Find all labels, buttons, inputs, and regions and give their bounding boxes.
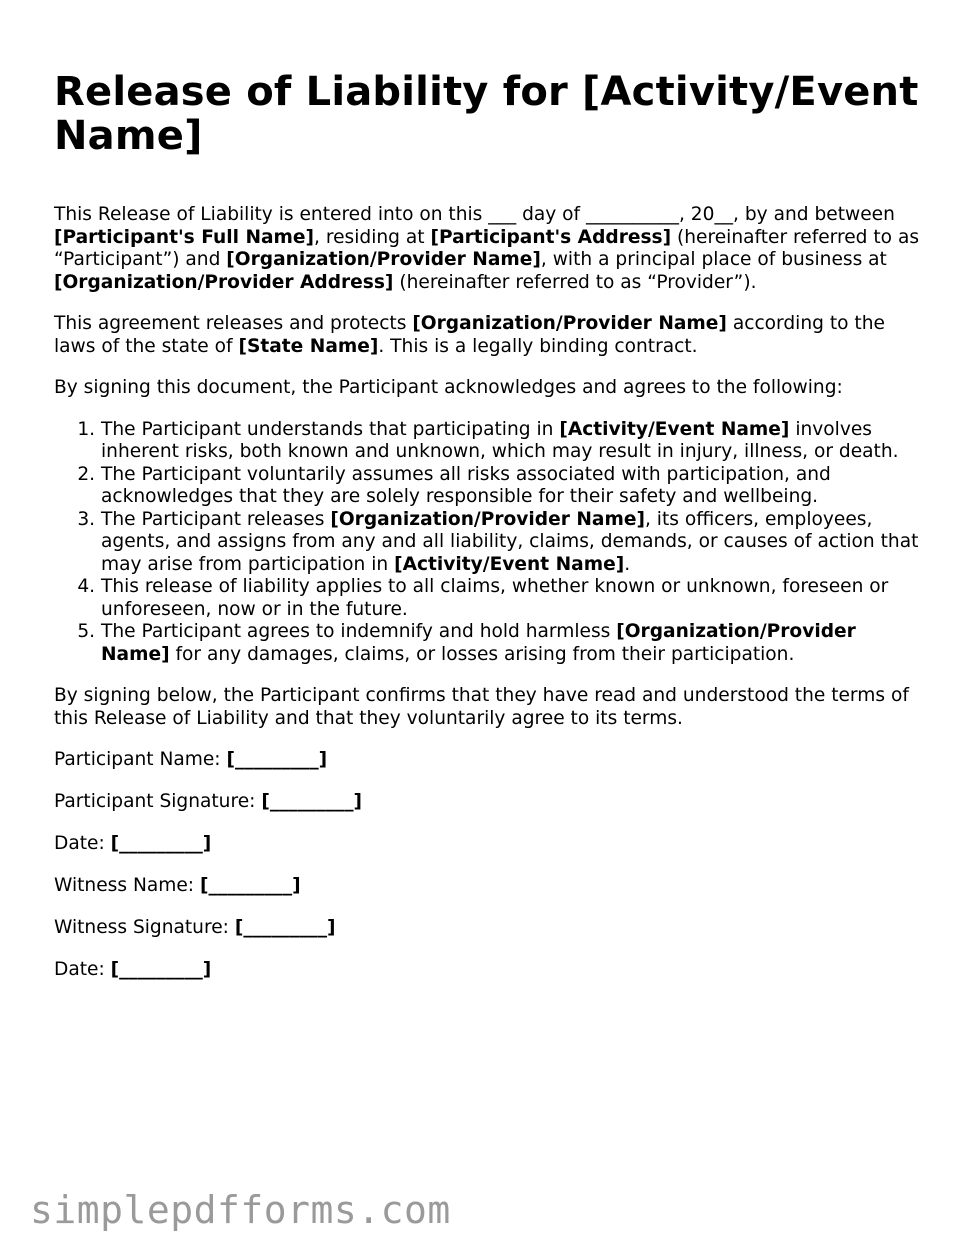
acknowledge-paragraph: By signing this document, the Participant acknowledges and agrees to the following: bbox=[54, 377, 843, 398]
list-item: 2. The Participant voluntarily assumes all risks associated with participation, and acknowledges that they are solely responsible for their safety and wellbeing. bbox=[101, 464, 924, 509]
provider-name-placeholder: [Organization/Provider Name] bbox=[412, 313, 727, 334]
participant-name-placeholder: [Participant's Full Name] bbox=[54, 226, 315, 248]
witness-date-field[interactable]: Date: [_________] bbox=[54, 959, 212, 980]
participant-address-placeholder: [Participant's Address] bbox=[430, 226, 672, 248]
witness-name-field[interactable]: Witness Name: [_________] bbox=[54, 875, 301, 896]
terms-list bbox=[54, 419, 924, 667]
participant-name-field[interactable]: Participant Name: [_________] bbox=[54, 749, 328, 770]
provider-address-placeholder: [Organization/Provider Address] bbox=[54, 271, 394, 293]
watermark: simplepdfforms.com bbox=[30, 1188, 451, 1232]
witness-signature-field[interactable]: Witness Signature: [_________] bbox=[54, 917, 336, 938]
provider-name-placeholder: [Organization/Provider Name] bbox=[226, 249, 541, 270]
agreement-paragraph: This agreement releases and protects [Organization/Provider Name] according to the laws of the state of [State Name]. This is a legally binding contract. bbox=[54, 313, 885, 357]
list-item: 5. The Participant agrees to indemnify and hold harmless [Organization/Provider Name] for any damages, claims, or losses arising from their participation. bbox=[101, 621, 924, 666]
state-name-placeholder: [State Name] bbox=[238, 335, 379, 357]
participant-signature-field[interactable]: Participant Signature: [_________] bbox=[54, 791, 362, 812]
document-title: Release of Liability for [Activity/Event Name] bbox=[54, 69, 919, 159]
list-item: 3. The Participant releases [Organization/Provider Name], its officers, employees, agents, and assigns from any and all liability, claims, demands, or causes of action that may arise from participation in [Activity/Event Name]. bbox=[101, 509, 924, 577]
document-page bbox=[54, 70, 924, 1001]
participant-date-field[interactable]: Date: [_________] bbox=[54, 833, 212, 854]
list-item: 4. This release of liability applies to all claims, whether known or unknown, foreseen or unforeseen, now or in the future. bbox=[101, 576, 924, 621]
intro-paragraph: This Release of Liability is entered into on this ___ day of __________, 20__, by and between [Participant's Full Name], residing at [Participant's Address] (hereinafter referred to as “Participant”) and [Organization/Provider Name], with a principal place of business at [Organization/Provider Address] (hereinafter referred to as “Provider”). bbox=[54, 204, 920, 293]
list-item: 1. The Participant understands that participating in [Activity/Event Name] involves inherent risks, both known and unknown, which may result in injury, illness, or death. bbox=[101, 419, 924, 464]
confirm-paragraph: By signing below, the Participant confirms that they have read and understood the terms of this Release of Liability and that they voluntarily agree to its terms. bbox=[54, 685, 909, 729]
